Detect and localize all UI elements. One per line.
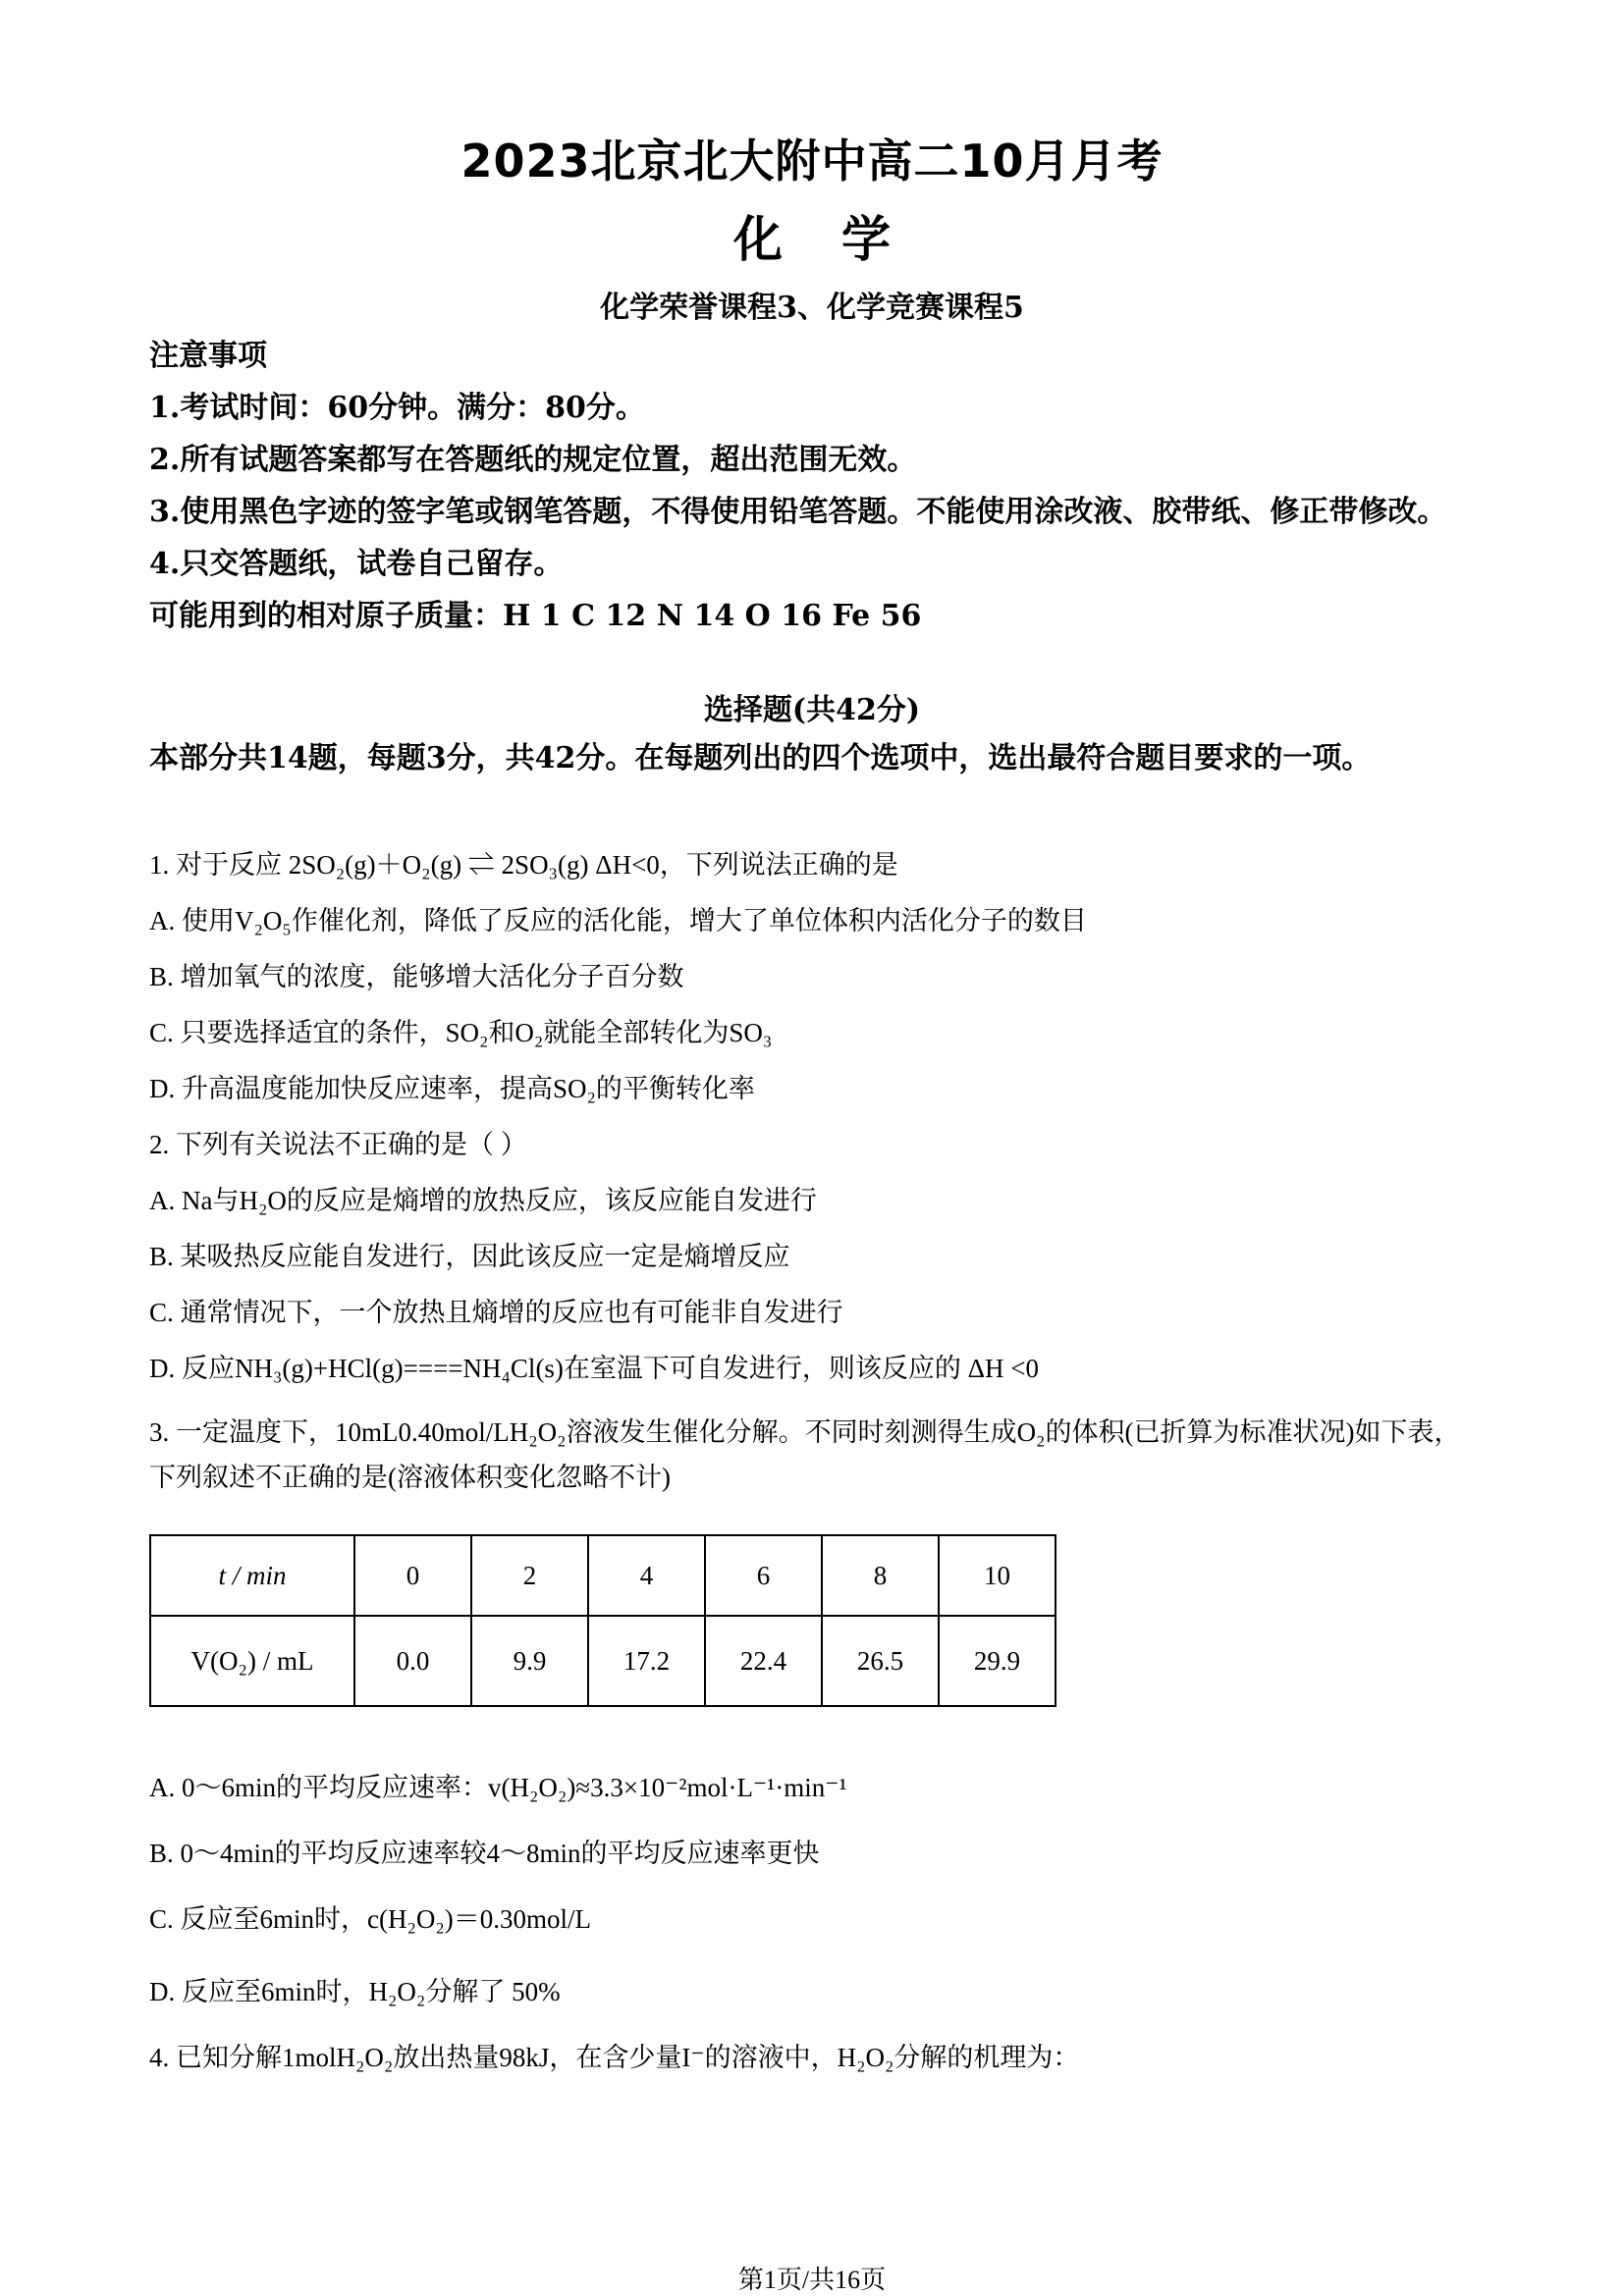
q1-stem-prefix: 1. 对于反应: [149, 850, 282, 880]
table-cell: 26.5: [822, 1616, 939, 1706]
exam-title: 2023北京北大附中高二10月月考: [460, 134, 1164, 187]
table-cell: 0.0: [354, 1616, 471, 1706]
table-cell: 6: [705, 1535, 822, 1616]
exam-subject: 化学: [733, 211, 949, 268]
notes-heading: 注意事项: [149, 339, 267, 373]
q1-option-d: D. 升高温度能加快反应速率，提高SO₂的平衡转化率: [149, 1074, 755, 1103]
q3-option-d: D. 反应至6min时，H₂O₂分解了 50%: [149, 1977, 561, 2006]
question-2-stem: 2. 下列有关说法不正确的是（ ）: [149, 1130, 527, 1159]
question-3-stem: 3. 一定温度下，10mL0.40mol/LH₂O₂溶液发生催化分解。不同时刻测得生成O₂的体积(已折算为标准状况)如下表，下列叙述不正确的是(溶液体积变化忽略不计): [149, 1417, 1461, 1492]
table-header-volume: V(O₂) / mL: [150, 1616, 354, 1706]
table-row-volume: [150, 1616, 1056, 1706]
note-item: 2.所有试题答案都写在答题纸的规定位置，超出范围无效。: [149, 443, 917, 477]
table-cell: 2: [471, 1535, 588, 1616]
table-cell: 4: [588, 1535, 705, 1616]
section-title: 选择题(共42分): [703, 693, 921, 727]
q2-option-c: C. 通常情况下，一个放热且熵增的反应也有可能非自发进行: [149, 1298, 843, 1327]
table-cell: 17.2: [588, 1616, 705, 1706]
table-cell: 10: [939, 1535, 1056, 1616]
note-item: 4.只交答题纸，试卷自己留存。: [149, 547, 564, 581]
q3-option-a: A. 0～6min的平均反应速率：v(H₂O₂)≈3.3×10⁻²mol·L⁻¹·min⁻¹: [149, 1773, 847, 1802]
atomic-masses: 可能用到的相对原子质量：H 1 C 12 N 14 O 16 Fe 56: [149, 599, 922, 633]
q1-equation: 2SO₂(g)＋O₂(g) ⇌ 2SO₃(g) ΔH<0: [288, 850, 660, 880]
question-4-stem: 4. 已知分解1molH₂O₂放出热量98kJ，在含少量I⁻的溶液中，H₂O₂分解的机理为：: [149, 2043, 1080, 2072]
q1-option-c: C. 只要选择适宜的条件，SO₂和O₂就能全部转化为SO₃: [149, 1018, 773, 1047]
table-cell: 9.9: [471, 1616, 588, 1706]
o2-volume-table: [149, 1534, 1056, 1707]
q2-option-b: B. 某吸热反应能自发进行，因此该反应一定是熵增反应: [149, 1242, 790, 1271]
question-1: [149, 846, 1494, 883]
table-header-time: t / min: [150, 1535, 354, 1616]
table-cell: 0: [354, 1535, 471, 1616]
table-cell: 8: [822, 1535, 939, 1616]
q1-option-b: B. 增加氧气的浓度，能够增大活化分子百分数: [149, 962, 684, 991]
course-line: 化学荣誉课程3、化学竞赛课程5: [600, 291, 1024, 325]
q2-option-a: A. Na与H₂O的反应是熵增的放热反应，该反应能自发进行: [149, 1186, 817, 1215]
q1-stem-suffix: ，下列说法正确的是: [659, 850, 898, 880]
q3-option-b: B. 0～4min的平均反应速率较4～8min的平均反应速率更快: [149, 1839, 820, 1868]
table-cell: 29.9: [939, 1616, 1056, 1706]
question-1-stem: [149, 846, 1494, 883]
section-intro: 本部分共14题，每题3分，共42分。在每题列出的四个选项中，选出最符合题目要求的一项。: [149, 741, 1372, 775]
table-cell: 22.4: [705, 1616, 822, 1706]
table-row-time: [150, 1535, 1056, 1616]
page-footer: 第1页/共16页: [737, 2266, 887, 2294]
q3-option-c: C. 反应至6min时，c(H₂O₂)＝0.30mol/L: [149, 1904, 592, 1934]
notes-block: [149, 330, 1485, 642]
note-item: 3.使用黑色字迹的签字笔或钢笔答题，不得使用铅笔答题。不能使用涂改液、胶带纸、修正带修改。: [149, 495, 1447, 529]
q2-option-d: D. 反应NH₃(g)+HCl(g)====NH₄Cl(s)在室温下可自发进行，则该反应的 ΔH <0: [149, 1354, 1040, 1383]
note-item: 1.考试时间：60分钟。满分：80分。: [149, 391, 645, 425]
q1-option-a: A. 使用V₂O₅作催化剂，降低了反应的活化能，增大了单位体积内活化分子的数目: [149, 906, 1087, 935]
